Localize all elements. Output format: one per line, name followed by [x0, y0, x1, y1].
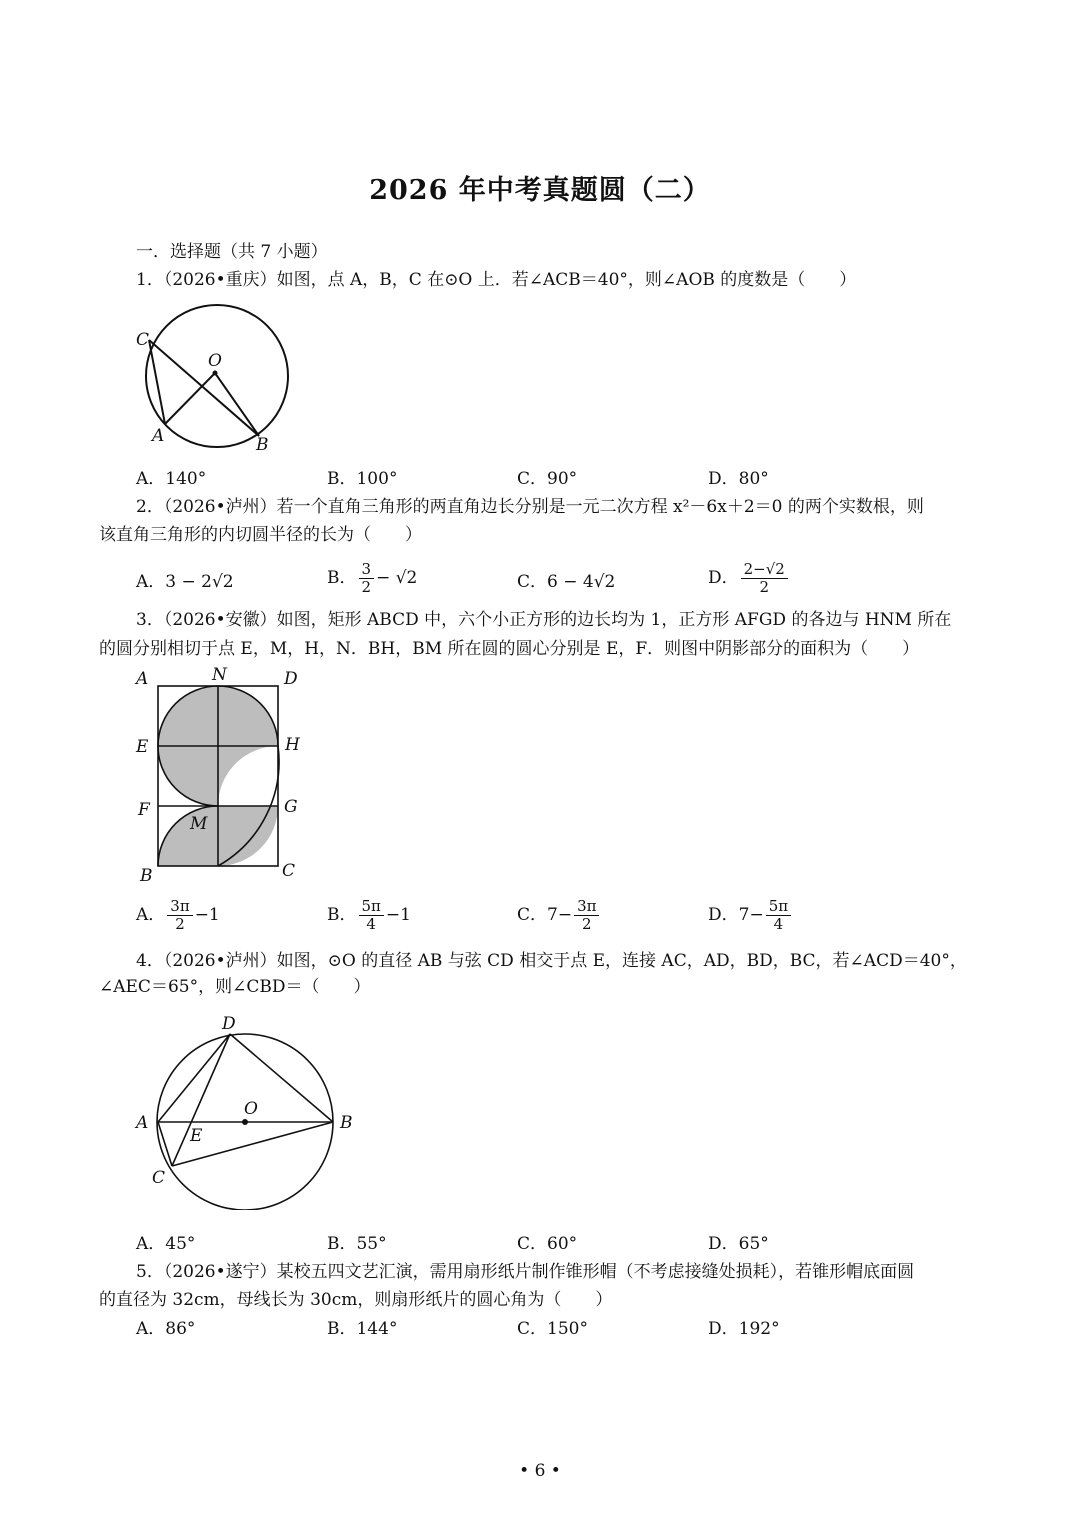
q1-center-dot [213, 371, 218, 376]
q3-label-c: C [282, 861, 296, 881]
q5-line-2: 的直径为 32cm，母线长为 30cm，则扇形纸片的圆心角为（ ） [99, 1290, 613, 1310]
q3-option-a: A． $\frac{3\pi}{2}$ −1 [136, 897, 220, 933]
q5-option-b: B．144° [327, 1319, 398, 1339]
q1-label-b: B [256, 435, 269, 455]
q2-line-2: 该直角三角形的内切圆半径的长为（ ） [99, 525, 422, 545]
q2-option-c: C．6 − 4√2 [517, 572, 616, 592]
q1-option-c: C．90° [517, 469, 578, 489]
q5-line-1: 5．（2026•遂宁）某校五四文艺汇演，需用扇形纸片制作锥形帽（不考虑接缝处损耗），若锥形帽底面圆 [136, 1262, 915, 1282]
q1-label-a: A [152, 426, 165, 446]
q4-label-o: O [244, 1099, 258, 1119]
q3-option-d: D．7− $\frac{5\pi}{4}$ [708, 898, 793, 933]
q4-label-e: E [190, 1126, 203, 1146]
q1-option-b: B．100° [327, 469, 398, 489]
q3-line-1: 3．（2026•安徽）如图，矩形 ABCD 中，六个小正方形的边长均为 1，正方形 AFGD 的各边与 HNM 所在 [136, 610, 952, 630]
q3-label-a: A [136, 669, 149, 689]
q4-option-c: C．60° [517, 1234, 578, 1254]
q4-option-b: B．55° [327, 1234, 387, 1254]
q1-option-a: A．140° [136, 469, 207, 489]
q3-figure [128, 660, 308, 888]
q2-line-1: 2．（2026•泸州）若一个直角三角形的两直角边长分别是一元二次方程 x²－6x＋2＝0 的两个实数根，则 [136, 497, 924, 517]
q3-option-b: B． $\frac{5\pi}{4}$ −1 [327, 897, 411, 933]
q3-label-e: E [136, 737, 149, 757]
q2-option-a: A．3 − 2√2 [136, 572, 234, 592]
q1-label-c: C [136, 330, 150, 350]
q2-option-b: B． $\frac{3}{2}$ − √2 [327, 560, 418, 596]
q3-label-m: M [190, 814, 208, 834]
q4-label-d: D [222, 1014, 236, 1034]
q4-line-1: 4．（2026•泸州）如图，⊙O 的直径 AB 与弦 CD 相交于点 E，连接 AC，AD，BD，BC，若∠ACD＝40°， [136, 951, 967, 971]
q3-line-2: 的圆分别相切于点 E，M，H，N．BH，BM 所在圆的圆心分别是 E，F．则图中阴影部分的面积为（ ） [99, 639, 920, 659]
q3-label-g: G [284, 797, 298, 817]
q5-option-c: C．150° [517, 1319, 588, 1339]
q3-label-b: B [140, 866, 153, 886]
q3-label-n: N [212, 665, 227, 685]
q4-option-a: A．45° [136, 1234, 196, 1254]
q1-label-o: O [208, 351, 222, 371]
q1-segment-ao [165, 373, 215, 424]
q1-text: 1．（2026•重庆）如图，点 A，B，C 在⊙O 上．若∠ACB＝40°，则∠AOB 的度数是（ ） [136, 270, 857, 290]
q4-line-2: ∠AEC＝65°，则∠CBD＝（ ） [99, 977, 371, 997]
q5-option-d: D．192° [708, 1319, 780, 1339]
q4-center-dot [242, 1119, 248, 1125]
q3-option-c: C．7− $\frac{3\pi}{2}$ [517, 898, 601, 933]
q4-label-b: B [340, 1113, 353, 1133]
page-title: 2026 年中考真题圆（二） [369, 175, 711, 206]
q3-label-h: H [285, 735, 300, 755]
q3-label-f: F [138, 800, 150, 820]
q4-chord-cd [172, 1034, 230, 1166]
section-heading: 一．选择题（共 7 小题） [136, 242, 328, 262]
q4-label-c: C [152, 1168, 166, 1188]
q1-option-d: D．80° [708, 469, 769, 489]
q4-figure [128, 1006, 368, 1210]
page-number: • 6 • [519, 1461, 561, 1481]
q4-label-a: A [136, 1113, 149, 1133]
q3-shade-lower [158, 806, 218, 866]
q5-option-a: A．86° [136, 1319, 196, 1339]
q1-figure [128, 298, 308, 460]
q3-label-d: D [284, 669, 298, 689]
q4-option-d: D．65° [708, 1234, 769, 1254]
q2-option-d: D． $\frac{2-√2}{2}$ [708, 561, 790, 596]
